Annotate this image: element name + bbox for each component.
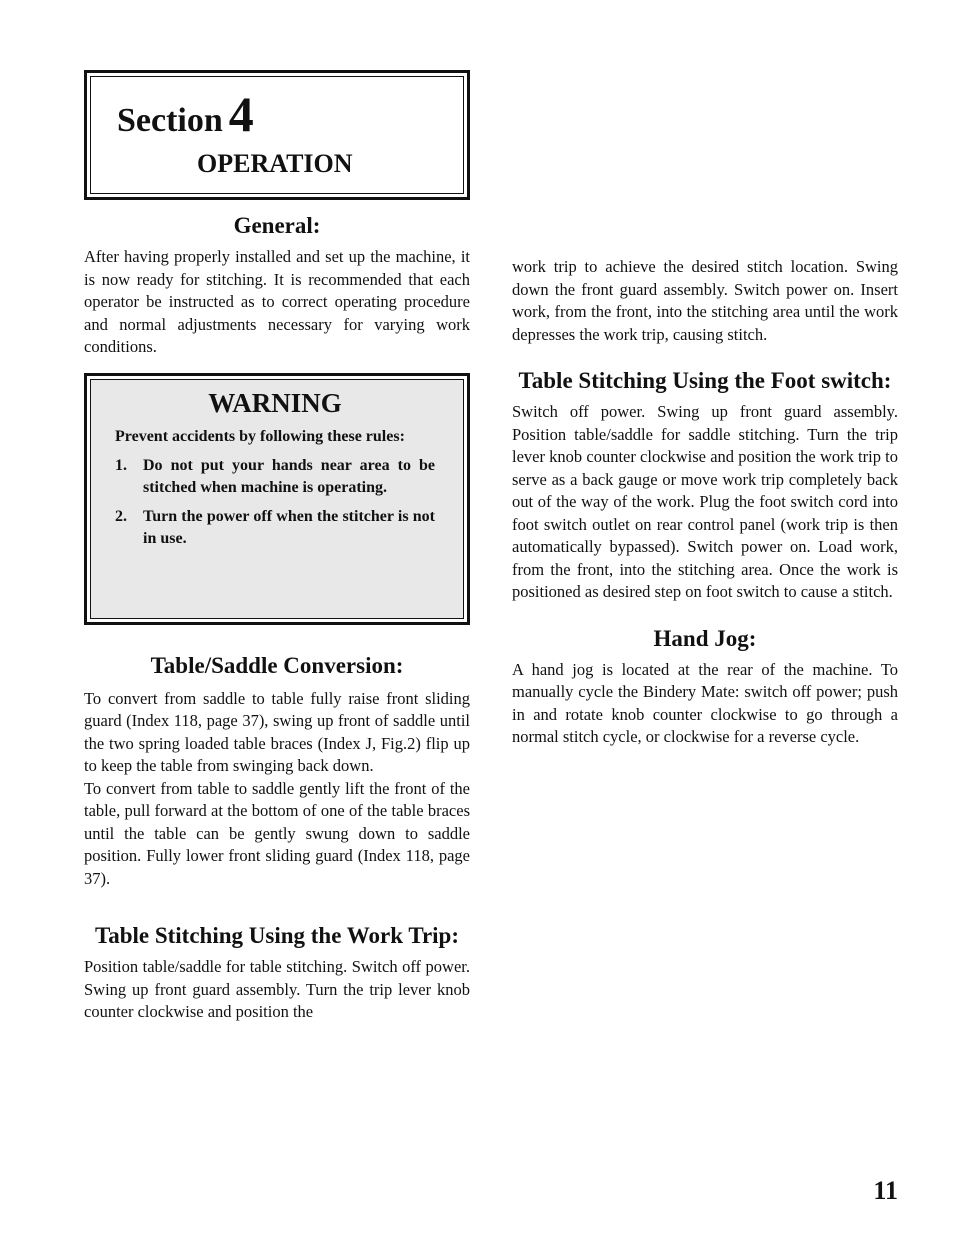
work-trip-body-continued: work trip to achieve the desired stitch location. Swing down the front guard assembly. Switch power on. Insert work, from the front, into the stitching area until the work depresses the work trip, causing stitch. xyxy=(512,257,898,344)
section-number: 4 xyxy=(228,86,254,142)
table-saddle-para-1: To convert from saddle to table fully raise front sliding guard (Index 118, page 37), swing up front of saddle until the two spring loaded table braces (Index J, Fig.2) flip up to keep the table from swinging back down. xyxy=(84,688,470,775)
warning-rule xyxy=(115,455,435,499)
general-heading: General: xyxy=(233,213,321,238)
warning-rule-text: Do not put your hands near area to be stitched when machine is operating. xyxy=(143,457,435,496)
hand-jog-body: A hand jog is located at the rear of the machine. To manually cycle the Bindery Mate: switch off power; push in and rotate knob counter clockwise to go through a normal stitch cycle, or clockwise for a reverse cycle. xyxy=(512,659,898,746)
work-trip-body-start: Position table/saddle for table stitching. Switch off power. Swing up front guard assembly. Turn the trip lever knob counter clockwise and position the xyxy=(84,957,470,1021)
warning-rule-text: Turn the power off when the stitcher is not in use. xyxy=(143,508,435,547)
hand-jog-heading: Hand Jog: xyxy=(653,625,757,651)
section-header-box xyxy=(84,70,470,200)
table-saddle-para-2: To convert from table to saddle gently lift the front of the table, pull forward at the bottom of one of the table braces until the table can be gently swung down to saddle position. Fully lower front sliding guard (Index 118, page 37). xyxy=(84,778,470,888)
section-title: OPERATION xyxy=(197,149,353,178)
right-column xyxy=(512,256,898,749)
general-body: After having properly installed and set up the machine, it is now ready for stitching. It is recommended that each operator be instructed as to correct operating procedure and normal adjustments necessary for varying work conditions. xyxy=(84,247,470,356)
warning-box xyxy=(84,373,470,625)
work-trip-heading: Table Stitching Using the Work Trip: xyxy=(94,923,460,948)
warning-rule-number: 2. xyxy=(115,508,127,525)
foot-switch-heading: Table Stitching Using the Foot switch: xyxy=(518,368,892,393)
foot-switch-body: Switch off power. Swing up front guard assembly. Position table/saddle for saddle stitching. Turn the trip lever knob counter clockwise and position the work trip to serve as a back gauge or move work trip completely back out of the way of the work. Plug the foot switch cord into foot switch outlet on rear control panel (work trip is then automatically bypassed). Switch power on. Load work, from the front, into the stitching area. Once the work is positioned as desired step on foot switch to cause a stitch. xyxy=(512,402,898,601)
warning-intro: Prevent accidents by following these rules: xyxy=(115,427,405,445)
warning-rule xyxy=(115,506,435,550)
warning-title: WARNING xyxy=(208,387,342,418)
left-column xyxy=(84,70,470,1024)
table-saddle-heading: Table/Saddle Conversion: xyxy=(150,652,404,678)
page-number: 11 xyxy=(873,1176,898,1205)
section-word: Section xyxy=(117,102,223,139)
section-label xyxy=(117,85,254,143)
warning-rule-number: 1. xyxy=(115,457,127,474)
